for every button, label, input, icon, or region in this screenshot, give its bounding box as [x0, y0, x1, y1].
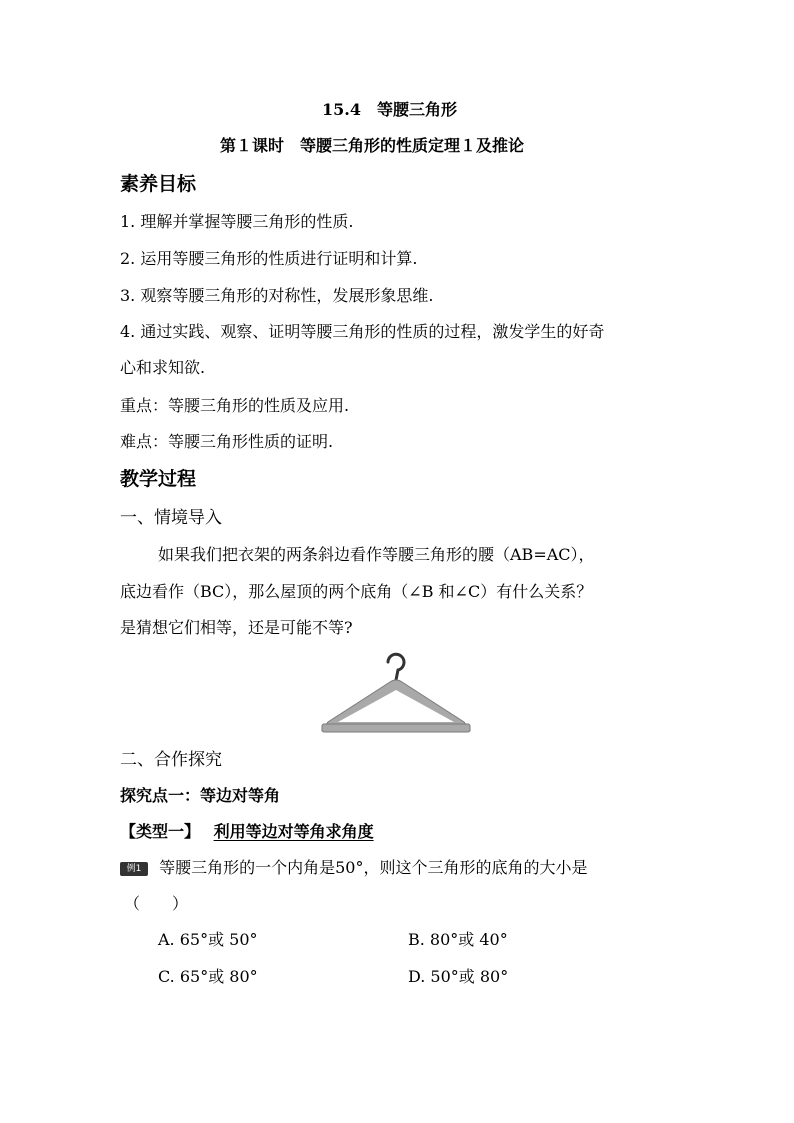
- choice-b: B. 80°或 40°: [408, 930, 508, 949]
- goals-heading: 素养目标: [120, 173, 197, 195]
- type-row: [120, 822, 374, 842]
- lesson-title: 第１课时 等腰三角形的性质定理１及推论: [220, 136, 525, 155]
- key-point: 重点：等腰三角形的性质及应用.: [120, 396, 350, 415]
- example-icon: 例1: [120, 862, 148, 876]
- difficulty-point: 难点：等腰三角形性质的证明.: [120, 432, 334, 451]
- question-line-2: （ ）: [124, 894, 189, 913]
- intro-line-3: 是猜想它们相等，还是可能不等?: [120, 618, 353, 637]
- explore-point: 探究点一：等边对等角: [120, 786, 281, 805]
- choice-a: A. 65°或 50°: [158, 930, 258, 949]
- part1-heading: 一、情境导入: [120, 508, 222, 528]
- type-label: 【类型一】: [120, 822, 201, 841]
- intro-line-1: 如果我们把衣架的两条斜边看作等腰三角形的腰（AB=AC），: [158, 545, 595, 564]
- goal-item-4-cont: 心和求知欲.: [120, 358, 206, 377]
- choice-d: D. 50°或 80°: [408, 967, 509, 986]
- goal-item-3: 3. 观察等腰三角形的对称性，发展形象思维.: [120, 286, 434, 305]
- question-line-1: [120, 858, 587, 878]
- goal-item-1: 1. 理解并掌握等腰三角形的性质.: [120, 212, 354, 231]
- goal-item-4: 4. 通过实践、观察、证明等腰三角形的性质的过程，激发学生的好奇: [120, 322, 605, 341]
- coat-hanger-icon: [318, 652, 474, 736]
- intro-line-2: 底边看作（BC），那么屋顶的两个底角（∠B 和∠C）有什么关系？: [120, 582, 593, 601]
- section-title: 15.4 等腰三角形: [322, 100, 457, 119]
- choice-c: C. 65°或 80°: [158, 967, 258, 986]
- process-heading: 教学过程: [120, 468, 197, 490]
- question-text: 等腰三角形的一个内角是50°，则这个三角形的底角的大小是: [159, 858, 588, 877]
- type-title: 利用等边对等角求角度: [213, 822, 374, 841]
- part2-heading: 二、合作探究: [120, 750, 222, 770]
- goal-item-2: 2. 运用等腰三角形的性质进行证明和计算.: [120, 249, 418, 268]
